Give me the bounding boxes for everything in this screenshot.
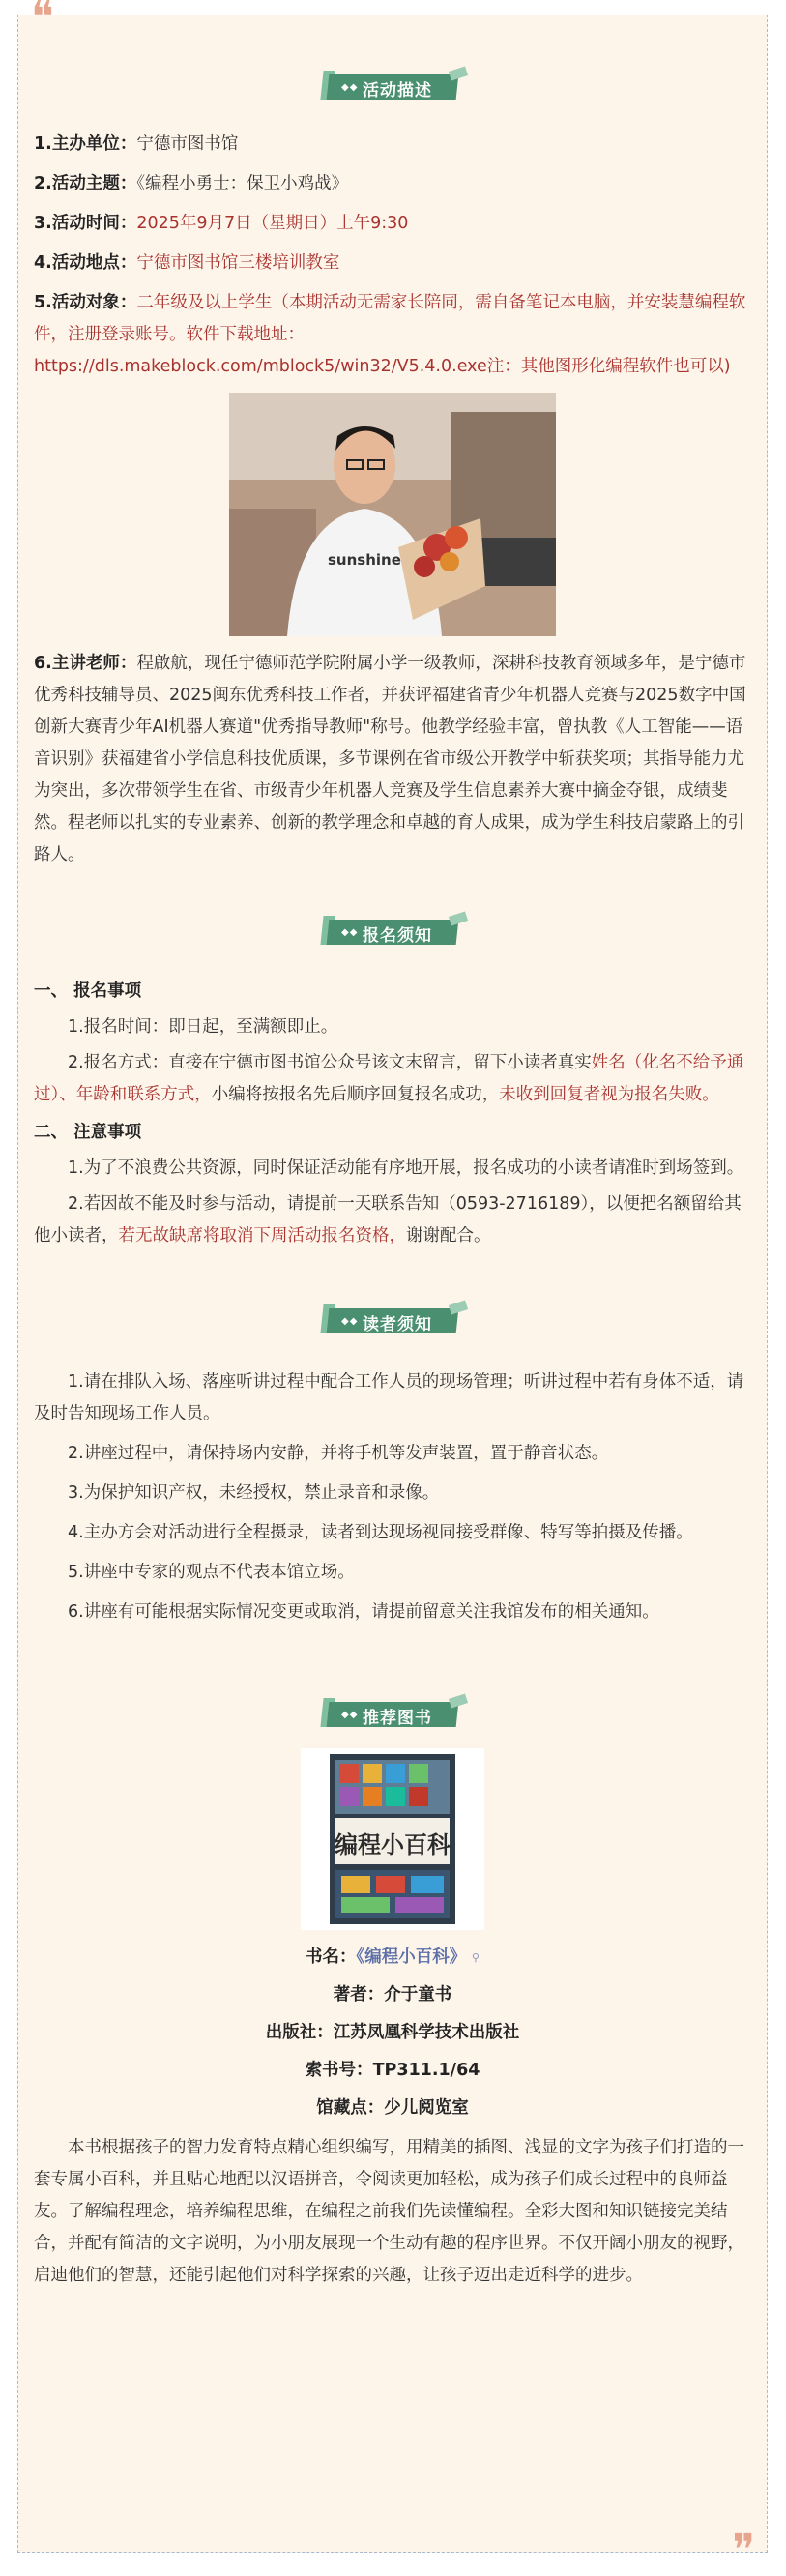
reader-rule: 5.讲座中专家的观点不代表本馆立场。 <box>68 1563 355 1582</box>
signup-heading-2: 二、 注意事项 <box>34 1123 142 1142</box>
article-card <box>17 15 768 2553</box>
book-title-line: 书名：《编程小百科》 ⚲ <box>306 1947 480 1967</box>
activity-target: 5.活动对象：二年级及以上学生（本期活动无需家长陪同，需自备笔记本电脑，并安装慧编程软件，注册登录账号。软件下载地址：https://dls.makeblock.com/mblock5/win32/V5.4.0.exe注：其他图形化编程软件也可以) <box>34 293 746 376</box>
teacher-bio: 6.主讲老师：程啟航，现任宁德师范学院附属小学一级教师，深耕科技教育领域多年，是宁德市优秀科技辅导员、2025闽东优秀科技工作者，并获评福建省青少年机器人竞赛与2025数字中国创新大赛青少年AI机器人赛道"优秀指导教师"称号。他教学经验丰富，曾执教《人工智能——语音识别》获福建省小学信息科技优质课，多节课例在省市级公开教学中斩获奖项；其指导能力尤为突出，多次带领学生在省、市级青少年机器人竞赛及学生信息素养大赛中摘金夺银，成绩斐然。程老师以扎实的专业素养、创新的教学理念和卓越的育人成果，成为学生科技启蒙路上的引路人。 <box>34 654 746 864</box>
reader-rule: 6.讲座有可能根据实际情况变更或取消，请提前留意关注我馆发布的相关通知。 <box>68 1602 659 1622</box>
download-link[interactable]: https://dls.makeblock.com/mblock5/win32/V5.4.0.exe <box>34 357 487 376</box>
book-description: 本书根据孩子的智力发育特点精心组织编写，用精美的插图、浅显的文字为孩子们打造的一套专属小百科，并且贴心地配以汉语拼音，令阅读更加轻松，成为孩子们成长过程中的良师益友。了解编程理念，培养编程思维，在编程之前我们先读懂编程。全彩大图和知识链接完美结合，并配有简洁的文字说明，为小朋友展现一个生动有趣的程序世界。不仅开阔小朋友的视野，启迪他们的智慧，还能引起他们对科学探索的兴趣，让孩子迈出走近科学的进步。 <box>34 2138 744 2285</box>
book-location-line: 馆藏点：少儿阅览室 <box>316 2098 469 2118</box>
reader-rule: 2.讲座过程中，请保持场内安静，并将手机等发声装置，置于静音状态。 <box>68 1444 609 1463</box>
shirt-text: sunshine <box>328 551 401 569</box>
search-icon[interactable]: ⚲ <box>471 1951 480 1964</box>
book-cover <box>301 1748 484 1930</box>
activity-place: 4.活动地点：宁德市图书馆三楼培训教室 <box>34 253 340 273</box>
notice-item-1: 1.为了不浪费公共资源，同时保证活动能有序地开展，报名成功的小读者请准时到场签到。 <box>68 1158 744 1178</box>
book-callno-line: 索书号：TP311.1/64 <box>305 2061 480 2080</box>
section-header-books: ◆◆ 推荐图书 <box>34 1686 751 1741</box>
activity-theme: 2.活动主题：《编程小勇士：保卫小鸡战》 <box>34 174 349 193</box>
section-title: 活动描述 <box>363 81 432 101</box>
reader-rule: 3.为保护知识产权，未经授权，禁止录音和录像。 <box>68 1483 440 1503</box>
section-title: 读者须知 <box>363 1315 432 1334</box>
signup-item-1: 1.报名时间：即日起，至满额即止。 <box>68 1017 338 1037</box>
activity-host: 1.主办单位：宁德市图书馆 <box>34 134 239 154</box>
activity-time: 3.活动时间：2025年9月7日（星期日）上午9:30 <box>34 214 409 233</box>
book-publisher-line: 出版社：江苏凤凰科学技术出版社 <box>265 2023 520 2042</box>
reader-rule: 4.主办方会对活动进行全程摄录，读者到达现场视同接受群像、特写等拍摄及传播。 <box>68 1523 693 1542</box>
reader-rule: 1.请在排队入场、落座听讲过程中配合工作人员的现场管理；听讲过程中若有身体不适，请及时告知现场工作人员。 <box>34 1372 744 1423</box>
book-author-line: 著者：介于童书 <box>333 1985 452 2005</box>
section-header-reader: ◆◆ 读者须知 <box>34 1293 751 1347</box>
quote-mark-icon: ❞ <box>732 2526 755 2575</box>
section-title: 报名须知 <box>363 926 432 946</box>
section-header-activity: ◆◆ 活动描述 <box>34 59 751 113</box>
notice-item-2: 2.若因故不能及时参与活动，请提前一天联系告知（0593-2716189），以便把名额留给其他小读者，若无故缺席将取消下周活动报名资格，谢谢配合。 <box>34 1194 742 1245</box>
section-title: 推荐图书 <box>363 1709 432 1728</box>
teacher-photo <box>229 393 556 636</box>
section-header-signup: ◆◆ 报名须知 <box>34 904 751 958</box>
book-cover-title: 编程小百科 <box>335 1830 451 1859</box>
signup-heading-1: 一、 报名事项 <box>34 981 142 1001</box>
signup-item-2: 2.报名方式：直接在宁德市图书馆公众号该文末留言，留下小读者真实姓名（化名不给予通过）、年龄和联系方式，小编将按报名先后顺序回复报名成功，未收到回复者视为报名失败。 <box>34 1053 744 1104</box>
